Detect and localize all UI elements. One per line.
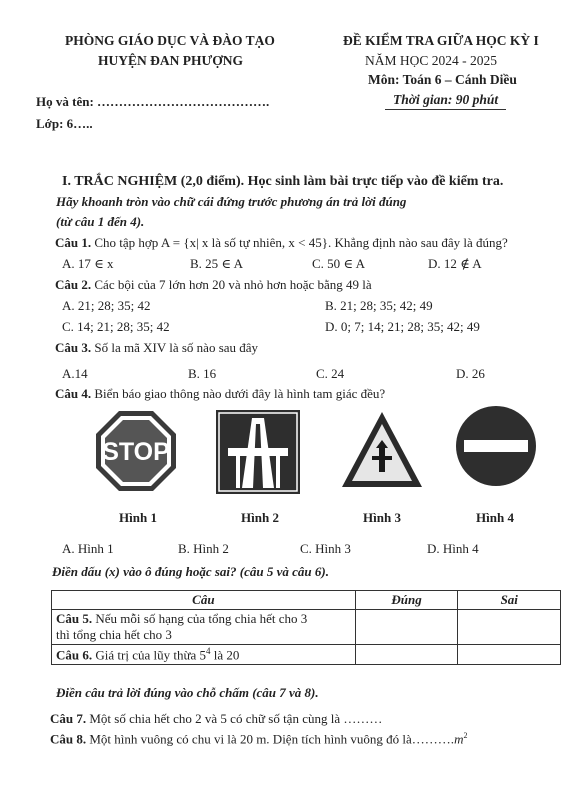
q5-text-line2: thì tổng chia hết cho 3 [56, 627, 172, 642]
q2-option-a: A. 21; 28; 35; 42 [62, 298, 151, 313]
tf-row-q6 [52, 645, 356, 665]
stop-sign-text: STOP [102, 438, 170, 466]
q2-option-b: B. 21; 28; 35; 42; 49 [325, 298, 433, 313]
question-3 [55, 340, 258, 356]
subject: Môn: Toán 6 – Cánh Diều [368, 72, 517, 87]
q8-unit-exponent: 2 [463, 731, 468, 740]
figure-1-label: Hình 1 [119, 510, 157, 525]
q3-option-a: A.14 [62, 366, 88, 381]
dept-name: PHÒNG GIÁO DỤC VÀ ĐÀO TẠO [65, 33, 275, 48]
question-3-label: Câu 3. [55, 340, 92, 355]
q8-label: Câu 8. [50, 731, 87, 747]
q3-option-c: C. 24 [316, 366, 345, 381]
q1-option-b: B. 25 ∈ A [190, 256, 243, 271]
fill-section-title: Điền câu trả lời đúng vào chỗ chấm (câu 7 và 8). [56, 685, 319, 700]
q1-option-d: D. 12 ∉ A [428, 256, 482, 271]
question-2-text: Các bội của 7 lớn hơn 20 và nhỏ hơn hoặc bằng 49 là [91, 277, 372, 292]
name-field-label: Họ và tên: …………………………………. [36, 94, 270, 109]
q2-option-d: D. 0; 7; 14; 21; 28; 35; 42; 49 [325, 319, 480, 334]
q1-option-c: C. 50 ∈ A [312, 256, 365, 271]
figure-4-label: Hình 4 [476, 510, 514, 525]
school-year: NĂM HỌC 2024 - 2025 [365, 53, 498, 68]
section1-range: (từ câu 1 đến 4). [56, 214, 145, 229]
tf-row-q5 [52, 610, 356, 645]
figure-2-label: Hình 2 [241, 510, 279, 525]
q7-label: Câu 7. [50, 711, 87, 726]
question-1-label: Câu 1. [55, 235, 92, 250]
q5-true-cell[interactable] [355, 610, 458, 645]
exam-title: ĐỀ KIỂM TRA GIỮA HỌC KỲ I [343, 33, 539, 48]
question-4-text: Biển báo giao thông nào dưới đây là hình tam giác đều? [91, 386, 386, 401]
q6-exponent: 4 [206, 646, 211, 656]
section1-instruction: Hãy khoanh tròn vào chữ cái đứng trước phương án trả lời đúng [56, 194, 407, 209]
question-2-label: Câu 2. [55, 277, 92, 292]
stop-sign-icon [95, 410, 177, 492]
highway-sign-icon [216, 410, 300, 494]
question-4 [55, 386, 385, 402]
tf-header-true: Đúng [355, 591, 458, 610]
priority-road-triangle-icon [340, 410, 424, 490]
q5-label: Câu 5. [56, 611, 93, 626]
q7-text: Một số chia hết cho 2 và 5 có chữ số tận cùng là ……… [86, 711, 383, 726]
tf-section-title: Điền dấu (x) vào ô đúng hoặc sai? (câu 5 và câu 6). [52, 564, 329, 579]
q6-label: Câu 6. [56, 647, 93, 663]
question-7 [50, 711, 382, 727]
no-entry-sign-icon [455, 405, 537, 487]
true-false-table [51, 590, 561, 665]
question-2 [55, 277, 372, 293]
q4-option-b: B. Hình 2 [178, 541, 229, 556]
question-4-label: Câu 4. [55, 386, 92, 401]
q8-unit: m [454, 731, 464, 747]
class-field-label: Lớp: 6….. [36, 116, 93, 131]
section1-title: I. TRẮC NGHIỆM (2,0 điểm). Học sinh làm bài trực tiếp vào đề kiểm tra. [62, 174, 504, 189]
question-3-text: Số la mã XIV là số nào sau đây [91, 340, 259, 355]
q8-text: Một hình vuông có chu vi là 20 m. Diện tích hình vuông đó là………. [86, 731, 455, 747]
q3-option-d: D. 26 [456, 366, 485, 381]
q6-false-cell[interactable] [458, 645, 561, 665]
q6-tail: là 20 [210, 647, 240, 663]
tf-header-question: Câu [52, 591, 356, 610]
tf-header-false: Sai [458, 591, 561, 610]
q1-option-a: A. 17 ∈ x [62, 256, 114, 271]
q5-text-line1: Nếu mỗi số hạng của tổng chia hết cho 3 [92, 611, 308, 626]
q4-option-d: D. Hình 4 [427, 541, 479, 556]
question-1-text: Cho tập hợp A = {x| x là số tự nhiên, x < 45}. Khẳng định nào sau đây là đúng? [91, 235, 508, 250]
q2-option-c: C. 14; 21; 28; 35; 42 [62, 319, 170, 334]
q4-option-a: A. Hình 1 [62, 541, 114, 556]
q5-false-cell[interactable] [458, 610, 561, 645]
question-1 [55, 235, 508, 251]
figure-3-label: Hình 3 [363, 510, 401, 525]
question-8 [50, 731, 467, 747]
q3-option-b: B. 16 [188, 366, 217, 381]
exam-duration: Thời gian: 90 phút [385, 92, 506, 110]
q4-option-c: C. Hình 3 [300, 541, 351, 556]
q6-text: Giá trị của lũy thừa 5 [92, 647, 207, 663]
district-name: HUYỆN ĐAN PHƯỢNG [98, 53, 243, 68]
q6-true-cell[interactable] [355, 645, 458, 665]
